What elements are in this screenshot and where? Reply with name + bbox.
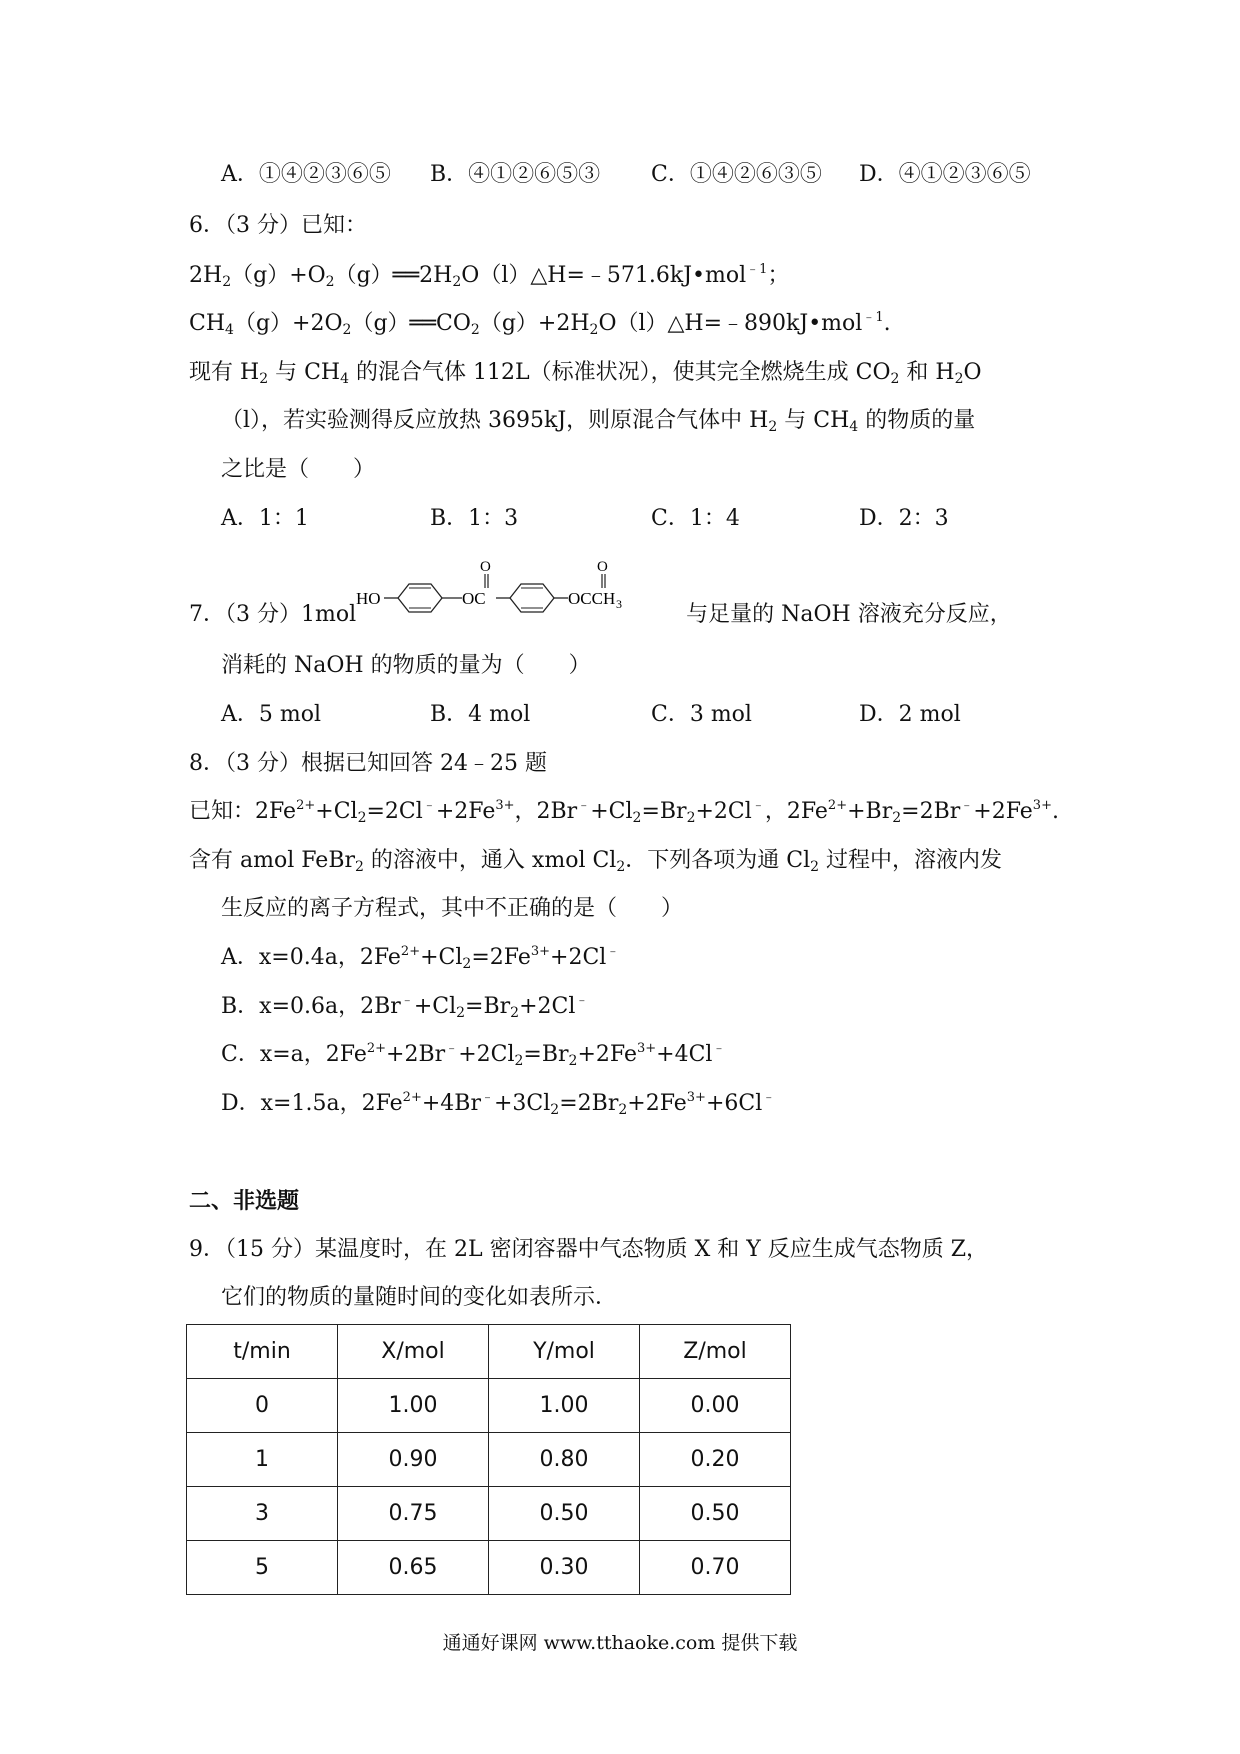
svg-text:HO: HO: [356, 589, 381, 608]
q5-option-b: B．④①②⑥⑤③: [430, 162, 601, 187]
table-cell: 0.50: [489, 1487, 640, 1541]
table-cell: 3: [187, 1487, 338, 1541]
q8-option-c: C．x=a，$2Fe^{2+}+2Br^﹣+2Cl_2=Br_2+2Fe^{3+}+4Cl^﹣$: [221, 1041, 726, 1069]
table-row: [187, 1541, 791, 1595]
table-header-cell: X/mol: [338, 1325, 489, 1379]
q8-stem-line-2: 生反应的离子方程式，其中不正确的是（ ）: [221, 896, 684, 921]
q6-equation-1: $2H_2(g)+O_2(g)══2H_2O(l)\triangle H=﹣571.6kJ•mol^{﹣1}$；: [189, 262, 790, 290]
q7-option-a: A．5 mol: [221, 702, 322, 727]
q7-option-c: C．3 mol: [651, 702, 752, 727]
svg-text:3: 3: [616, 597, 623, 611]
q5-option-c: C．①④②⑥③⑤: [651, 162, 822, 187]
q6-option-a: A．1：1: [221, 506, 309, 531]
q8-option-b: B．x=0.6a，$2Br^﹣+Cl_2=Br_2+2Cl^﹣$: [221, 993, 589, 1021]
svg-text:OC: OC: [462, 589, 486, 608]
q6-stem-line-1: 现有 $H_2$ 与 $CH_4$ 的混合气体 112L（标准状况），使其完全燃烧生成 $CO_2$ 和 $H_2O$: [189, 360, 982, 387]
q7-stem-line-2: 消耗的 NaOH 的物质的量为（ ）: [221, 653, 591, 678]
table-header-row: [187, 1325, 791, 1379]
table-cell: 0.00: [640, 1379, 791, 1433]
svg-text:O: O: [480, 559, 491, 575]
q7-structural-formula: [356, 558, 686, 628]
table-cell: 0.65: [338, 1541, 489, 1595]
table-cell: 1.00: [338, 1379, 489, 1433]
q6-stem-line-3: 之比是（ ）: [221, 457, 376, 482]
svg-text:OCCH: OCCH: [568, 589, 616, 608]
q9-stem-line-2: 它们的物质的量随时间的变化如表所示．: [221, 1285, 618, 1310]
q6-option-c: C．1：4: [651, 506, 740, 531]
table-row: [187, 1379, 791, 1433]
q8-known-equations: 已知：$2Fe^{2+}+Cl_2=2Cl^﹣+2Fe^{3+}$，$2Br^﹣+Cl_2=Br_2+2Cl^﹣$，$2Fe^{2+}+Br_2=2Br^﹣+2Fe^{3+}$.: [189, 798, 1059, 826]
table-cell: 0.70: [640, 1541, 791, 1595]
table-cell: 0.75: [338, 1487, 489, 1541]
table-header-cell: Z/mol: [640, 1325, 791, 1379]
q8-stem-line-1: 含有 amol FeBr$_2$ 的溶液中，通入 xmol $Cl_2$．下列各项为通 $Cl_2$ 过程中，溶液内发: [189, 848, 1003, 875]
q5-option-d: D．④①②③⑥⑤: [859, 162, 1031, 187]
q6-option-b: B．1：3: [430, 506, 519, 531]
section-title: 二、非选题: [189, 1188, 300, 1214]
q5-option-a: A．①④②③⑥⑤: [221, 162, 391, 187]
q8-option-d: D．x=1.5a，$2Fe^{2+}+4Br^﹣+3Cl_2=2Br_2+2Fe^{3+}+6Cl^﹣$: [221, 1090, 776, 1118]
q6-equation-2: $CH_4(g)+2O_2(g)══CO_2(g)+2H_2O(l)\triangle H=﹣890kJ•mol^{﹣1}$.: [189, 310, 891, 338]
table-cell: 0.80: [489, 1433, 640, 1487]
q7-option-d: D．2 mol: [859, 702, 961, 727]
table-row: [187, 1433, 791, 1487]
table-header-cell: Y/mol: [489, 1325, 640, 1379]
q7-stem-line-1: 7．（3 分）1mol HO OC O OCCH 3 O 与足量的 NaOH 溶液充分反应，: [189, 559, 1012, 627]
page-footer: 通通好课网 www.tthaoke.com 提供下载: [442, 1632, 798, 1654]
table-cell: 0: [187, 1379, 338, 1433]
table-cell: 1: [187, 1433, 338, 1487]
table-cell: 0.30: [489, 1541, 640, 1595]
table-header-cell: t/min: [187, 1325, 338, 1379]
table-row: [187, 1487, 791, 1541]
svg-text:O: O: [597, 559, 608, 575]
table-cell: 0.20: [640, 1433, 791, 1487]
table-cell: 1.00: [489, 1379, 640, 1433]
q9-stem-line-1: 9．（15 分）某温度时，在 2L 密闭容器中气态物质 X 和 Y 反应生成气态物质 Z，: [189, 1237, 989, 1262]
q8-option-a: A．x=0.4a，$2Fe^{2+}+Cl_2=2Fe^{3+}+2Cl^﹣$: [221, 944, 620, 972]
table-cell: 0.50: [640, 1487, 791, 1541]
q6-option-d: D．2：3: [859, 506, 949, 531]
table-cell: 0.90: [338, 1433, 489, 1487]
q8-header: 8．（3 分）根据已知回答 24﹣25 题: [189, 751, 547, 776]
table-cell: 5: [187, 1541, 338, 1595]
q6-stem-line-2: （l），若实验测得反应放热 3695kJ，则原混合气体中 $H_2$ 与 $CH_4$ 的物质的量: [221, 408, 976, 435]
q6-header: 6．（3 分）已知：: [189, 213, 367, 238]
q7-option-b: B．4 mol: [430, 702, 531, 727]
q9-data-table: [186, 1324, 791, 1595]
